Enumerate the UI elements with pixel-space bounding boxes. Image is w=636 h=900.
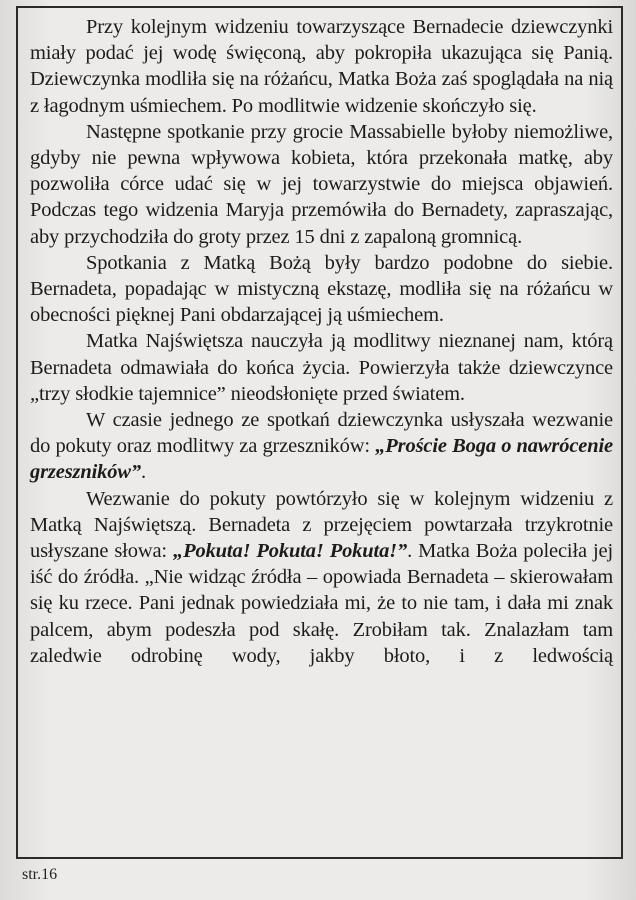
paragraph [30, 407, 613, 486]
paragraph [30, 250, 613, 329]
paragraph [30, 328, 613, 407]
paragraph [30, 486, 613, 669]
paragraph-text: Przy kolejnym widzeniu towarzyszące Bernadecie dziewczynki miały podać jej wodę święconą, aby pokropiła ukazująca się Panią. Dziewczynka modliła się na różańcu, Matka Boża zaś spoglądała na nią z łagodnym uśmiechem. Po modlitwie widzenie skończyło się. [30, 16, 613, 117]
page-number: str.16 [22, 866, 58, 883]
paragraph [30, 14, 613, 119]
text-frame [16, 6, 623, 859]
paragraph-text: W czasie jednego ze spotkań dziewczynka usłyszała wezwanie do pokuty oraz modlitwy za grzeszników: [30, 409, 613, 458]
paragraph-text: . [140, 461, 146, 484]
paragraph-text: Następne spotkanie przy grocie Massabielle byłoby niemożliwe, gdyby nie pewna wpływowa kobieta, która przekonała matkę, aby pozwoliła córce udać się w jej towarzystwie do miejsca objawień. Podczas tego widzenia Maryja przemówiła do Bernadety, zapraszając, aby przychodziła do groty przez 15 dni z zapaloną gromnicą. [30, 120, 613, 248]
paragraph-text: . Matka Boża poleciła jej iść do źródła. „Nie widząc źródła – opowiada Bernadeta – skierowałam się ku rzece. Pani jednak powiedziała mi, że to nie tam, i dała mi znak palcem, abym podeszła pod skałę. Zrobiłam tak. Znalazłam tam zaledwie odrobinę wody, jakby błoto, i z ledwością [30, 540, 614, 667]
emphasized-quote: „Proście Boga o nawrócenie grzeszników” [30, 435, 613, 484]
paragraph-text: Matka Najświętsza nauczyła ją modlitwy nieznanej nam, którą Bernadeta odmawiała do końca życia. Powierzyła także dziewczynce „trzy słodkie tajemnice” nieodsłonięte przed światem. [30, 330, 613, 405]
paragraph-text: Wezwanie do pokuty powtórzyło się w kolejnym widzeniu z Matką Najświętszą. Bernadeta z przejęciem powtarzała trzykrotnie usłyszane słowa: [30, 487, 613, 563]
paragraph [30, 119, 613, 250]
document-body [30, 14, 613, 669]
emphasized-quote: „Pokuta! Pokuta! Pokuta!” [173, 540, 408, 563]
paragraph-text: Spotkania z Matką Bożą były bardzo podobne do siebie. Bernadeta, popadając w mistyczną ekstazę, modliła się na różańcu w obecności pięknej Pani obdarzającej ją uśmiechem. [30, 251, 613, 327]
